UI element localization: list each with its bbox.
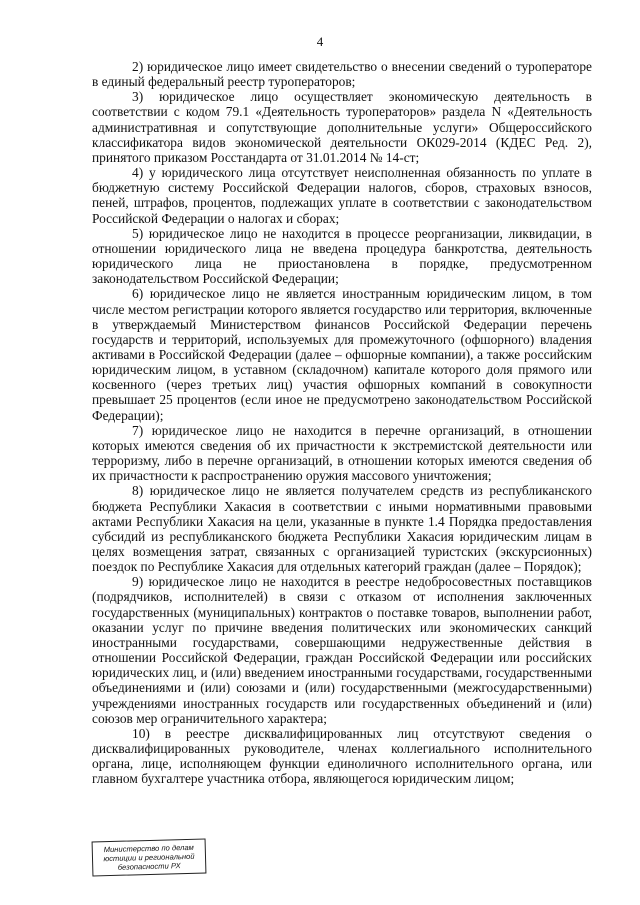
paragraph-item-7: 7) юридическое лицо не находится в перечне организаций, в отношении которых имеются сведения об их причастности к экстремистской деятельности или терроризму, либо в перечне организаций, в отношении которых имеются сведения об их причастности к распространению оружия массового уничтожения; xyxy=(92,422,592,484)
stamp-line: безопасности РХ xyxy=(117,861,181,872)
paragraph-item-5: 5) юридическое лицо не находится в процессе реорганизации, ликвидации, в отношении юридического лица не введена процедура банкротства, деятельность юридического лица не приостановлена в порядке, предусмотренном законодательством Российской Федерации; xyxy=(92,225,592,287)
paragraph-item-10: 10) в реестре дисквалифицированных лиц отсутствуют сведения о дисквалифицированных руководителе, членах коллегиального исполнительного органа, лице, исполняющем функции единоличного исполнительного органа, или главном бухгалтере участника отбора, являющегося юридическим лицом; xyxy=(92,725,592,787)
paragraph-item-8: 8) юридическое лицо не является получателем средств из республиканского бюджета Республики Хакасия в соответствии с иными нормативными правовыми актами Республики Хакасия на цели, указанные в пункте 1.4 Порядка предоставления субсидий из республиканского бюджета Республики Хакасия юридическим лицам в целях возмещения затрат, связанных с организацией туристских (экскурсионных) поездок по Республике Хакасия для отдельных категорий граждан (далее – Порядок); xyxy=(92,483,592,575)
paragraph-item-6: 6) юридическое лицо не является иностранным юридическим лицом, в том числе местом регистрации которого является государство или территория, включенные в утверждаемый Министерством финансов Российской Федерации перечень государств и территорий, используемых для промежуточного (офшорного) владения активами в Российской Федерации (далее – офшорные компании), а также российским юридическим лицом, в уставном (складочном) капитале которого доля прямого или косвенного (через третьих лиц) участия офшорных компаний в совокупности превышает 25 процентов (если иное не предусмотрено законодательством Российской Федерации); xyxy=(92,286,592,423)
paragraph-item-3: 3) юридическое лицо осуществляет экономическую деятельность в соответствии с кодом 79.1 «Деятельность туроператоров» раздела N «Деятельность административная и сопутствующие дополнительные услуги» Общероссийского классификатора видов экономической деятельности ОК029-2014 (КДЕС Ред. 2), принятого приказом Росстандарта от 31.01.2014 № 14-ст; xyxy=(92,89,592,165)
paragraph-item-9: 9) юридическое лицо не находится в реестре недобросовестных поставщиков (подрядчиков, исполнителей) в связи с отказом от исполнения заключенных государственных (муниципальных) контрактов о поставке товаров, выполнении работ, оказании услуг по причине введения политических или экономических санкций иностранными государствами, совершающими недружественные действия в отношении Российской Федерации, граждан Российской Федерации или российских юридических лиц, и (или) введением иностранными государствами, государственными объединениями и (или) союзами и (или) государственными (межгосударственными) учреждениями иностранных государств или государственных объединений и (или) союзов мер ограничительного характера; xyxy=(92,574,592,726)
paragraph-item-2: 2) юридическое лицо имеет свидетельство о внесении сведений о туроператоре в единый федеральный реестр туроператоров; xyxy=(92,59,592,90)
stamp-line: юстиции и региональной xyxy=(103,851,195,864)
document-body xyxy=(92,59,592,787)
stamp-line: Министерство по делам xyxy=(103,842,194,855)
page-number: 4 xyxy=(316,34,324,49)
ministry-stamp xyxy=(92,839,207,877)
paragraph-item-4: 4) у юридического лица отсутствует неисполненная обязанность по уплате в бюджетную систему Российской Федерации налогов, сборов, страховых взносов, пеней, штрафов, процентов, подлежащих уплате в соответствии с законодательством Российской Федерации о налогах и сборах; xyxy=(92,165,592,226)
